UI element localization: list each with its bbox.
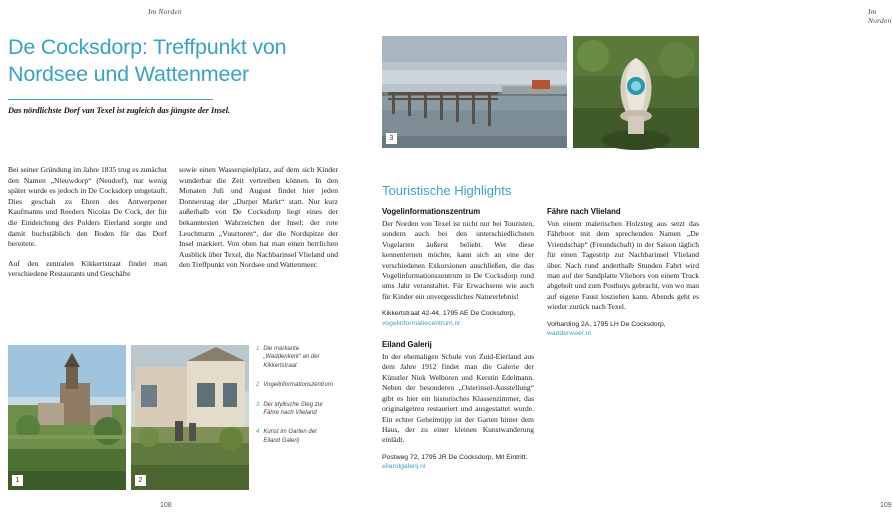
caption-4	[256, 428, 335, 445]
running-head-left: Im Norden	[148, 7, 182, 16]
paragraph: sowie einen Wasserspielplatz, auf dem sich Kinder wunderbar die Zeit vertreiben können. In den Monaten Juli und August findet hier jeden Donnerstag der „Durper Markt“ statt. Nur kurz außerhalb von De Cocksdorp liegt eines der bekanntesten Wahrzeichen der Insel: der rote Leuchtturm „Vuurtoren“, der die Nordspitze der Insel markiert. Von oben hat man einen herrlichen Ausblick über Texel, die Nachbarinsel Vlieland und den Treffpunkt von Nordsee und Wattenmeer.	[179, 165, 338, 270]
title-rule	[8, 99, 213, 100]
caption-column	[254, 345, 335, 490]
highlight-column-2	[547, 207, 699, 484]
address-text: Postweg 72, 1795 JR De Cocksdorp, Mit Eintritt.	[382, 453, 528, 461]
folio-right: 109	[880, 502, 892, 509]
right-page	[360, 0, 892, 516]
caption-number: 2	[256, 382, 260, 389]
highlight-link[interactable]: waddenveer.nl	[547, 330, 591, 338]
caption-2	[256, 381, 335, 389]
left-page	[0, 0, 360, 516]
photo-info-centre	[131, 345, 249, 490]
highlight-column-1	[382, 207, 534, 484]
highlight-body: In der ehemaligen Schule von Zuid-Eierland aus dem Jahre 1912 findet man die Galerie der Künstler Niek Welboren und Kerstin Edelmann. Neben der besonderen „Osterinsel-Ausstellung“ gibt es hier ein historisches Klassenzimmer, das originalgetreu restauriert und ausgestattet wurde. Ein echter Geheimtipp ist der Garten hinter dem Haus, der zu einer kleinen Kunstwanderung einlädt.	[382, 352, 534, 445]
caption-text: Der idyllische Steg zur Fähre nach Vlieland	[263, 401, 324, 417]
running-head-right: Im Norden	[868, 7, 892, 25]
photo-garden-art	[573, 36, 699, 148]
caption-number: 4	[256, 429, 260, 436]
paragraph: Auf den zentralen Kikkertstraat findet man verschiedene Restaurants und Geschäfte	[8, 258, 167, 279]
photo-number: 1	[12, 475, 23, 486]
highlight-columns	[382, 207, 699, 484]
photo-church-image	[8, 345, 126, 490]
highlight-heading-faehre-nach-vlieland: Fähre nach Vlieland	[547, 207, 621, 216]
highlight-body: Der Norden von Texel ist nicht nur bei Touristen, sondern auch bei den unterschiedlichsten Vogelarten äußerst beliebt. Wer diese kennenlernen möchte, kann sich an eine der verschiedenen Exkursionen anschließen, die das Vogelinformationszentrum in De Cocksdorp rund ums Jahr veranstaltet. Für Erwachsene wie auch für Kinder ein unvergessliches Naturerlebnis!	[382, 219, 534, 301]
highlight-link[interactable]: vogelinformatiecentrum.nl	[382, 319, 460, 327]
photo-jetty	[382, 36, 567, 148]
photo-strip	[8, 345, 338, 490]
caption-3	[256, 401, 335, 418]
highlight-heading-vogelinformationszentrum: Vogelinformationszentrum	[382, 207, 481, 216]
photo-number: 2	[135, 475, 146, 486]
photo-number: 3	[386, 133, 397, 144]
caption-text: Kunst im Garten der Eiland Galerij	[263, 429, 318, 444]
photo-info-centre-image	[131, 345, 249, 490]
paragraph: Bei seiner Gründung im Jahre 1835 trug es zunächst den Namen „Nieuwdorp“ (Neudorf), nur wenig später wurde es jedoch in De Cocksdorp umgetauft. Dies geschah zu Ehren des Antwerpener Kaufmanns und Reeders Nicolas De Cock, der für die Eindeichung des Polders Eierland sorgte und damit buchstäblich den Boden für das Dorf bereitete.	[8, 165, 168, 249]
highlight-address	[382, 453, 534, 472]
caption-1	[256, 345, 335, 370]
photo-garden-art-image	[573, 36, 699, 148]
highlight-link[interactable]: eilandgalerij.nl	[382, 463, 426, 471]
page-subtitle: Das nördlichste Dorf van Texel ist zugleich das jüngste der Insel.	[8, 106, 231, 115]
highlight-body: Von einem malerischen Holzsteg aus setzt das Fährboot mit dem sprechenden Namen „De Vriendschap“ (Freundschaft) in der Saison täglich für einen Tagestrip zur Nachbarinsel Vlieland über. Nach rund anderthalb Stunden Fahrt wird man auf der Sandplatte Vliehors von einem Truck abgeholt und zum Posthuys gebracht, von wo man auf eigene Faust losziehen kann. Abends geht es wieder zurück nach Texel.	[547, 219, 699, 312]
body-column-2	[179, 165, 338, 289]
body-columns	[8, 165, 338, 289]
address-text: Volharding 2A, 1795 LH De Cocksdorp,	[547, 320, 666, 328]
address-text: Kikkertstraat 42-44, 1795 AE De Cocksdorp,	[382, 310, 516, 318]
highlight-heading-eiland-galerij: Eiland Galerij	[382, 340, 432, 350]
caption-text: Die markante „Waddenkerk“ an der Kikkertstraat	[263, 346, 320, 369]
photo-jetty-image	[382, 36, 567, 148]
highlight-address	[547, 320, 699, 339]
highlight-address	[382, 309, 534, 328]
caption-number: 3	[256, 401, 260, 408]
caption-text: Vogelinformationszentrum	[263, 382, 333, 389]
photo-church	[8, 345, 126, 490]
section-title: Touristische Highlights	[382, 183, 512, 198]
body-column-1	[8, 165, 167, 289]
folio-left: 108	[160, 502, 172, 509]
caption-number: 1	[256, 346, 260, 352]
page-title: De Cocksdorp: Treffpunkt von Nordsee und Wattenmeer	[8, 35, 287, 86]
